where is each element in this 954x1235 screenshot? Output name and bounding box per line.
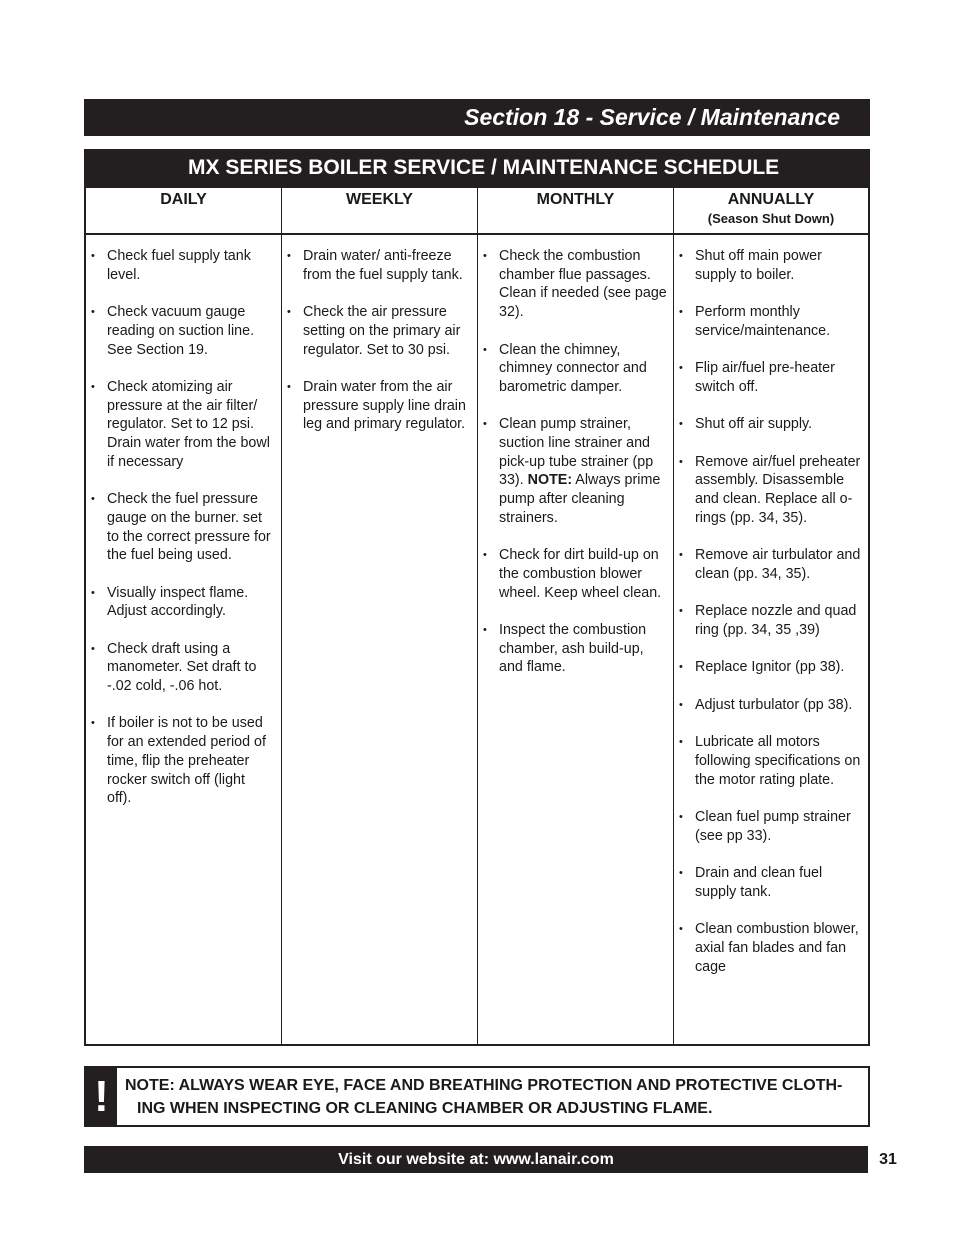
schedule-title-bar	[86, 151, 868, 188]
section-header-bar	[84, 99, 870, 136]
list-item: • Clean the chimney, chimney connector and barometric damper.	[483, 341, 647, 395]
note-text: Always prime pump after cleaning strainers.	[499, 472, 661, 526]
schedule-title: MX SERIES BOILER SERVICE / MAINTENANCE SCHEDULE	[188, 156, 780, 179]
column-annually	[674, 247, 868, 995]
list-item: • Flip air/fuel pre-heater switch off.	[679, 360, 835, 395]
list-item: • Replace Ignitor (pp 38).	[679, 659, 845, 676]
column-header-label: DAILY	[160, 191, 207, 208]
list-item: • Clean combustion blower, axial fan blades and fan cage	[679, 921, 859, 975]
list-item: • Drain and clean fuel supply tank.	[679, 865, 823, 900]
warning-line-2: ING WHEN INSPECTING OR CLEANING CHAMBER OR ADJUSTING FLAME.	[137, 1100, 713, 1117]
warning-icon: !	[86, 1068, 117, 1125]
column-header-label: ANNUALLY	[727, 191, 815, 208]
list-item: • Clean pump strainer, suction line strainer and pick-up tube strainer (pp 33). NOTE: Always prime pump after cleaning strainers.	[483, 416, 661, 526]
list-item: • Check the air pressure setting on the primary air regulator. Set to 30 psi.	[287, 304, 461, 358]
note-label: NOTE:	[527, 472, 573, 489]
list-item: • Check vacuum gauge reading on suction line. See Section 19.	[91, 304, 255, 358]
list-item: • Clean fuel pump strainer (see pp 33).	[679, 808, 851, 844]
column-weekly	[282, 247, 477, 453]
annual-task-list	[675, 247, 866, 976]
column-header-label: MONTHLY	[536, 191, 615, 208]
list-item: • Lubricate all motors following specifications on the motor rating plate.	[679, 734, 861, 788]
column-daily	[86, 247, 281, 827]
column-header-label: WEEKLY	[346, 191, 413, 208]
list-item: • Check fuel supply tank level.	[91, 248, 251, 283]
column-header-daily	[86, 188, 281, 233]
list-item: • Drain water/ anti-freeze from the fuel supply tank.	[287, 248, 463, 283]
list-item: • Inspect the combustion chamber, ash build-up, and flame.	[483, 622, 647, 676]
list-item: • Perform monthly service/maintenance.	[679, 304, 831, 339]
monthly-task-list	[479, 247, 669, 677]
list-item: • Replace nozzle and quad ring (pp. 34, 35 ,39)	[679, 603, 857, 638]
weekly-task-list	[283, 247, 471, 434]
daily-task-list	[87, 247, 273, 808]
list-item: • Remove air/fuel preheater assembly. Disassemble and clean. Replace all o-rings (pp. 34, 35).	[679, 453, 861, 526]
warning-line-1: NOTE: ALWAYS WEAR EYE, FACE AND BREATHING PROTECTION AND PROTECTIVE CLOTH-	[125, 1077, 843, 1094]
list-item: • If boiler is not to be used for an extended period of time, flip the preheater rocker switch off (light off).	[91, 715, 266, 807]
list-item: • Check the combustion chamber flue passages. Clean if needed (see page 32).	[483, 248, 667, 321]
list-item: • Check for dirt build-up on the combustion blower wheel. Keep wheel clean.	[483, 547, 662, 601]
list-item: • Check atomizing air pressure at the air filter/ regulator. Set to 12 psi. Drain water from the bowl if necessary	[91, 378, 270, 470]
list-item: • Check the fuel pressure gauge on the burner. set to the correct pressure for the fuel being used.	[91, 491, 271, 564]
section-title: Section 18 - Service / Maintenance	[464, 104, 840, 130]
column-header-weekly	[282, 188, 477, 233]
website-text: Visit our website at: www.lanair.com	[338, 1151, 614, 1168]
column-header-monthly	[478, 188, 673, 233]
footer-website-bar	[84, 1146, 868, 1173]
list-item: • Remove air turbulator and clean (pp. 34, 35).	[679, 547, 861, 582]
column-monthly	[478, 247, 673, 696]
list-item: • Visually inspect flame. Adjust accordingly.	[91, 584, 249, 620]
safety-warning-box	[84, 1066, 870, 1127]
maintenance-schedule-table	[84, 149, 870, 1046]
list-item: • Adjust turbulator (pp 38).	[679, 696, 853, 713]
list-item: • Shut off air supply.	[679, 416, 813, 433]
list-item: • Shut off main power supply to boiler.	[679, 248, 822, 283]
list-item: • Drain water from the air pressure supply line drain leg and primary regulator.	[287, 378, 466, 433]
warning-text	[125, 1074, 860, 1120]
column-header-annually	[674, 188, 868, 233]
list-item: • Check draft using a manometer. Set draft to -.02 cold, -.06 hot.	[91, 640, 257, 695]
column-subheader: (Season Shut Down)	[707, 211, 835, 226]
page-number: 31	[879, 1151, 897, 1168]
